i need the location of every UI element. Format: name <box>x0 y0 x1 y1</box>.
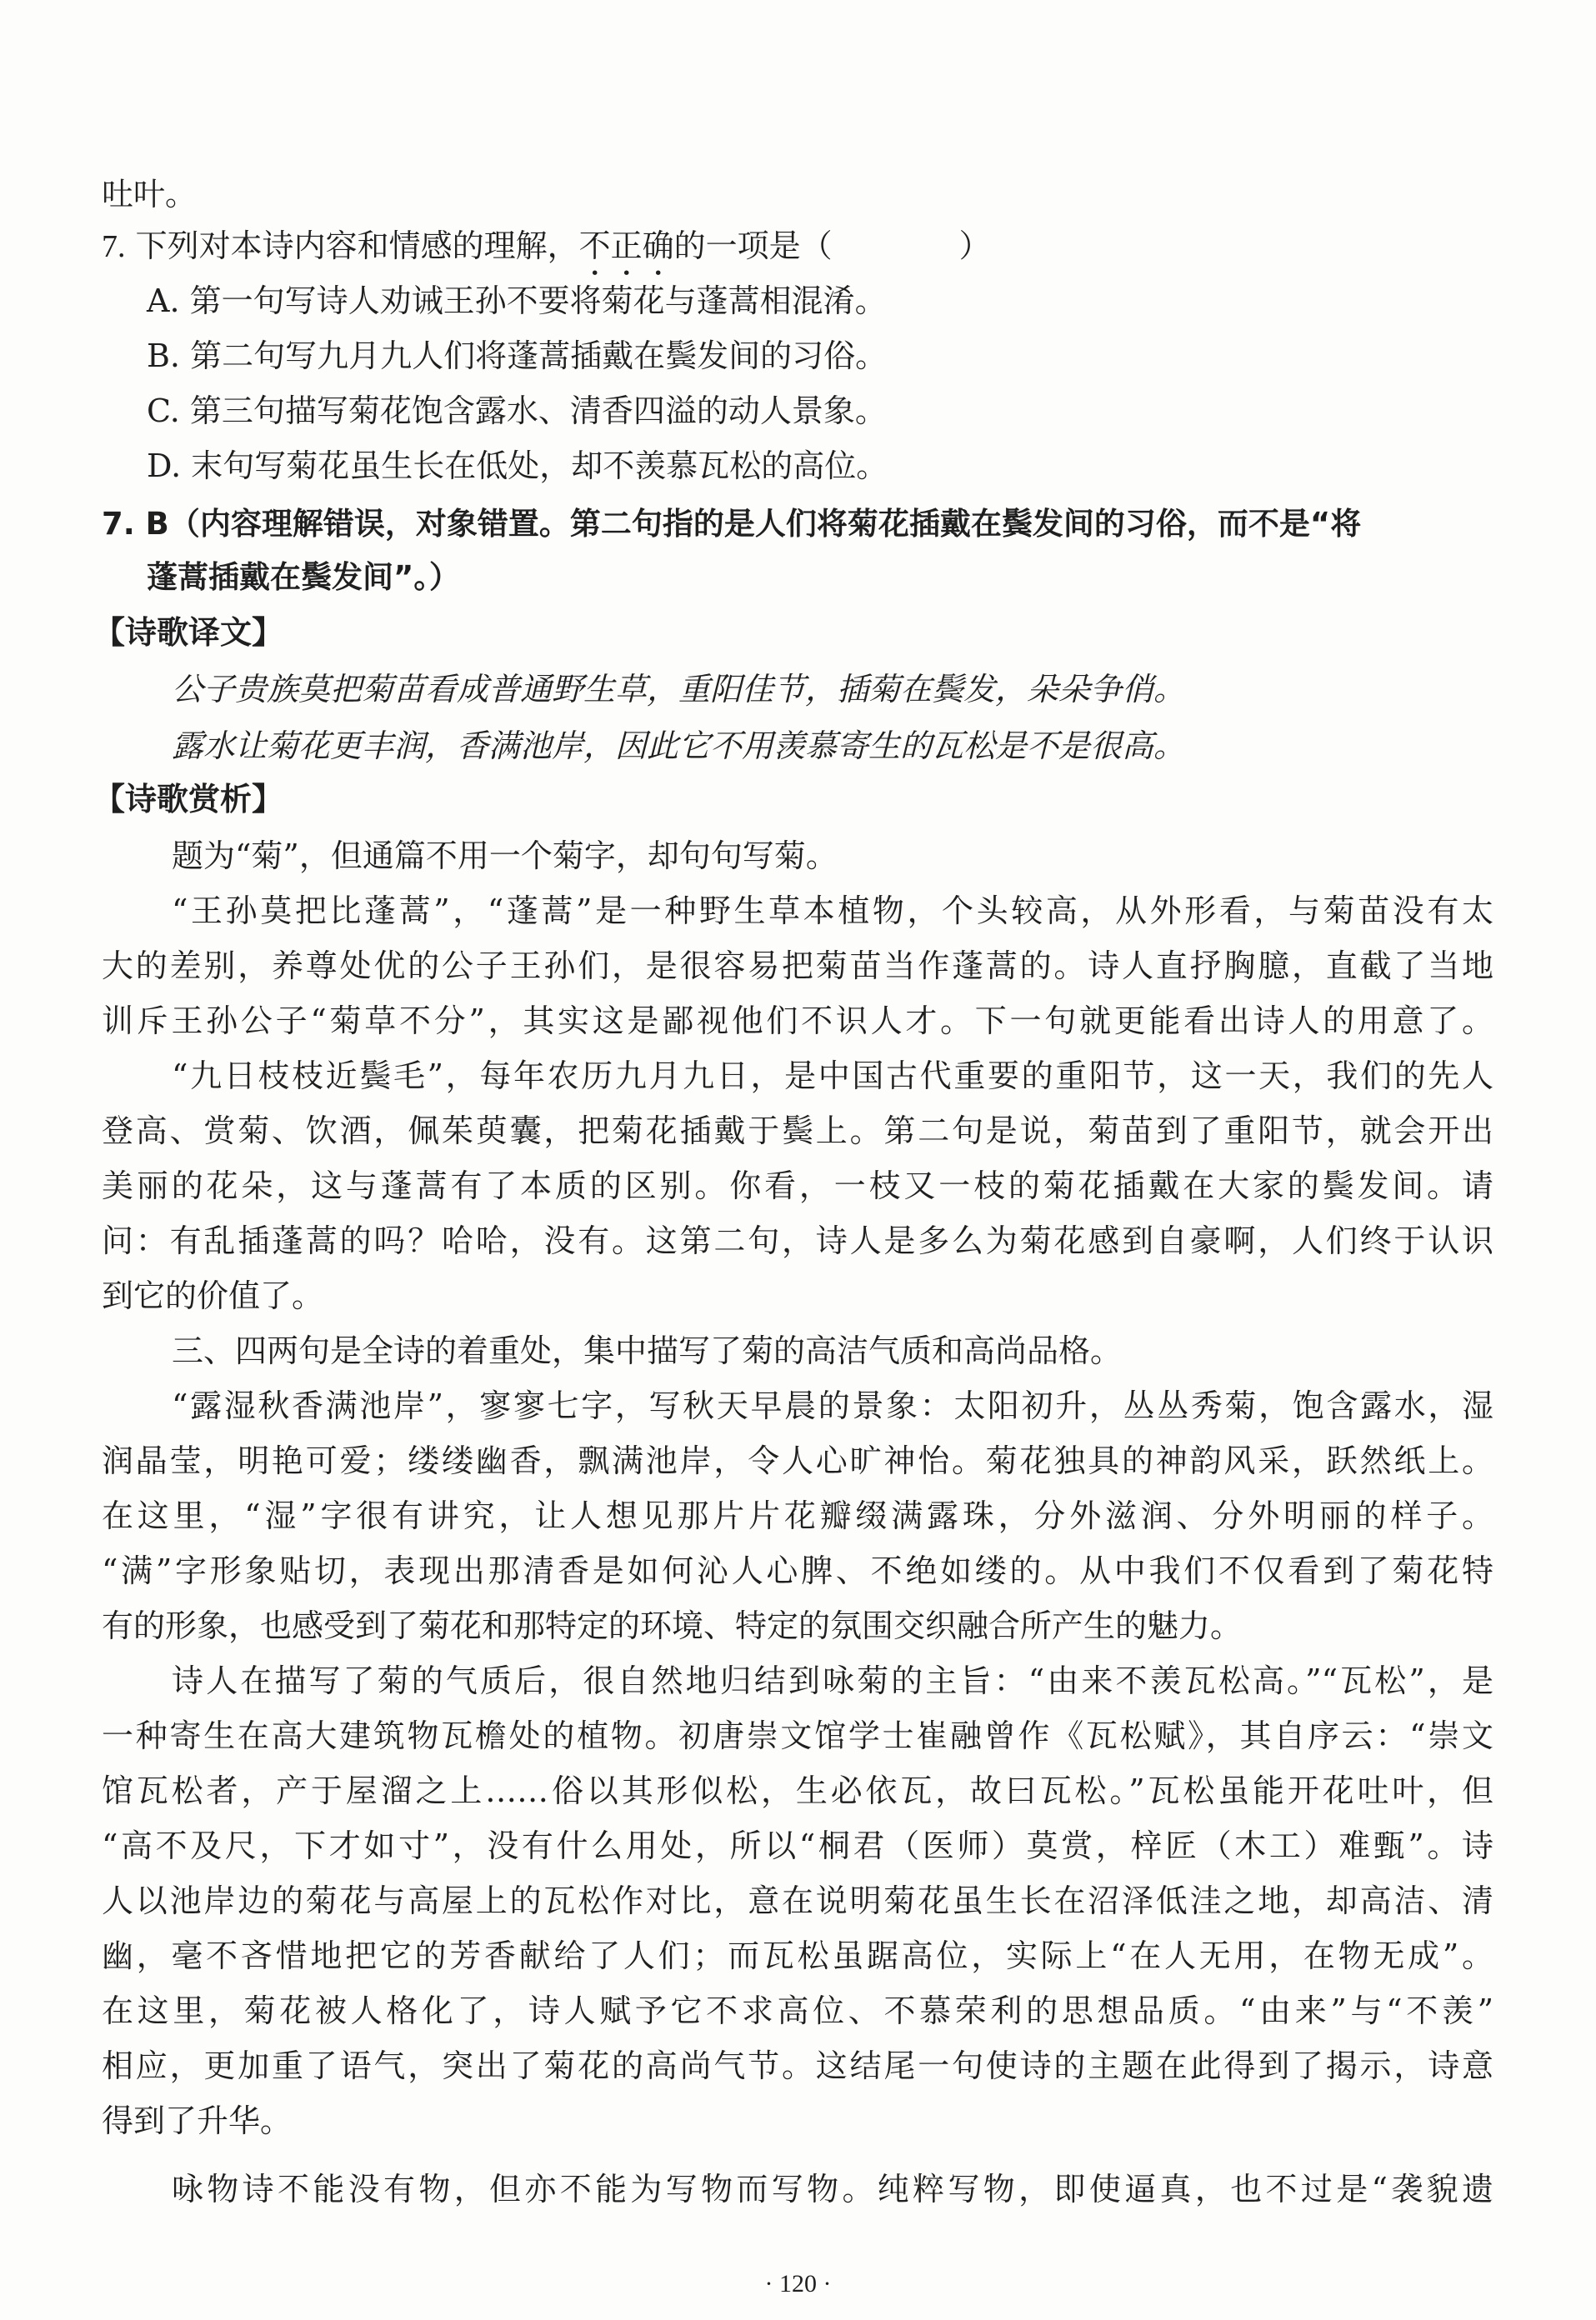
appreciation-line: 人以池岸边的菊花与高屋上的瓦松作对比，意在说明菊花虽生长在沼泽低洼之地，却高洁、清 <box>102 1882 1493 1919</box>
translation-heading: 【诗歌译文】 <box>93 614 284 651</box>
appreciation-line: 在这里，“湿”字很有讲究，让人想见那片片花瓣缀满露珠，分外滋润、分外明丽的样子。 <box>102 1498 1493 1534</box>
appreciation-line: 在这里，菊花被人格化了，诗人赋予它不求高位、不慕荣利的思想品质。“由来”与“不羡” <box>102 1992 1493 2029</box>
appreciation-line: “九日枝枝近鬓毛”，每年农历九月九日，是中国古代重要的重阳节，这一天，我们的先人 <box>172 1058 1493 1094</box>
appreciation-line: 训斥王孙公子“菊草不分”，其实这是鄙视他们不识人才。下一句就更能看出诗人的用意了。 <box>102 1002 1493 1039</box>
appreciation-line: “满”字形象贴切，表现出那清香是如何沁人心脾、不绝如缕的。从中我们不仅看到了菊花特 <box>102 1552 1493 1589</box>
appreciation-line: 一种寄生在高大建筑物瓦檐处的植物。初唐崇文馆学士崔融曾作《瓦松赋》，其自序云：“崇文 <box>102 1718 1493 1754</box>
appreciation-line: 到它的价值了。 <box>102 1278 324 1314</box>
option-c: C. 第三句描写菊花饱含露水、清香四溢的动人景象。 <box>147 392 887 429</box>
appreciation-line: 有的形象，也感受到了菊花和那特定的环境、特定的氛围交织融合所产生的魅力。 <box>102 1608 1243 1644</box>
appreciation-line: 幽，毫不吝惜地把它的芳香献给了人们；而瓦松虽踞高位，实际上“在人无用，在物无成”。 <box>102 1938 1493 1974</box>
translation-line-1: 公子贵族莫把菊苗看成普通野生草，重阳佳节，插菊在鬓发，朵朵争俏。 <box>172 671 1186 708</box>
appreciation-line: 三、四两句是全诗的着重处，集中描写了菊的高洁气质和高尚品格。 <box>172 1332 1123 1369</box>
appreciation-line: “王孙莫把比蓬蒿”，“蓬蒿”是一种野生草本植物，个头较高，从外形看，与菊苗没有太 <box>172 892 1493 929</box>
appreciation-line: 问：有乱插蓬蒿的吗？哈哈，没有。这第二句，诗人是多么为菊花感到自豪啊，人们终于认识 <box>102 1222 1493 1259</box>
appreciation-line: 得到了升华。 <box>102 2102 293 2139</box>
appreciation-line: 诗人在描写了菊的气质后，很自然地归结到咏菊的主旨：“由来不羡瓦松高。”“瓦松”，是 <box>172 1662 1493 1699</box>
answer-line-1: 7. B（内容理解错误，对象错置。第二句指的是人们将菊花插戴在鬓发间的习俗，而不是“将 <box>102 506 1362 542</box>
appreciation-line: “露湿秋香满池岸”，寥寥七字，写秋天早晨的景象：太阳初升，丛丛秀菊，饱含露水，湿 <box>172 1388 1493 1424</box>
top-fragment: 吐叶。 <box>102 176 198 212</box>
appreciation-heading: 【诗歌赏析】 <box>93 781 284 818</box>
appreciation-line: 大的差别，养尊处优的公子王孙们，是很容易把菊苗当作蓬蒿的。诗人直抒胸臆，直截了当地 <box>102 948 1493 984</box>
question-text-before: 下列对本诗内容和情感的理解， <box>135 228 579 264</box>
option-b: B. 第二句写九月九人们将蓬蒿插戴在鬓发间的习俗。 <box>147 338 888 374</box>
option-d: D. 末句写菊花虽生长在低处，却不羡慕瓦松的高位。 <box>147 448 888 484</box>
appreciation-line: 美丽的花朵，这与蓬蒿有了本质的区别。你看，一枝又一枝的菊花插戴在大家的鬓发间。请 <box>102 1168 1493 1204</box>
appreciation-line: 登高、赏菊、饮酒，佩茱萸囊，把菊花插戴于鬓上。第二句是说，菊苗到了重阳节，就会开出 <box>102 1112 1493 1149</box>
question-text-after: 的一项是（ ） <box>673 228 991 264</box>
appreciation-line: 咏物诗不能没有物，但亦不能为写物而写物。纯粹写物，即使逼真，也不过是“袭貌遗 <box>172 2171 1493 2208</box>
appreciation-line: 相应，更加重了语气，突出了菊花的高尚气节。这结尾一句使诗的主题在此得到了揭示，诗意 <box>102 2048 1493 2084</box>
option-a: A. 第一句写诗人劝诫王孙不要将菊花与蓬蒿相混淆。 <box>147 282 887 319</box>
page-number: · 120 · <box>764 2270 832 2298</box>
appreciation-line: 润晶莹，明艳可爱；缕缕幽香，飘满池岸，令人心旷神怡。菊花独具的神韵风采，跃然纸上。 <box>102 1442 1493 1479</box>
appreciation-line: 馆瓦松者，产于屋溜之上……俗以其形似松，生必依瓦，故曰瓦松。”瓦松虽能开花吐叶，但 <box>102 1772 1493 1809</box>
appreciation-line: 题为“菊”，但通篇不用一个菊字，却句句写菊。 <box>172 838 838 874</box>
question-emphasis: 不正确 <box>578 228 674 264</box>
question-number: 7. <box>102 229 126 264</box>
translation-line-2: 露水让菊花更丰润，香满池岸，因此它不用羡慕寄生的瓦松是不是很高。 <box>172 728 1186 764</box>
answer-line-2: 蓬蒿插戴在鬓发间”。） <box>147 559 460 595</box>
appreciation-line: “高不及尺，下才如寸”，没有什么用处，所以“桐君（医师）莫赏，梓匠（木工）难甄”。诗 <box>102 1828 1493 1864</box>
